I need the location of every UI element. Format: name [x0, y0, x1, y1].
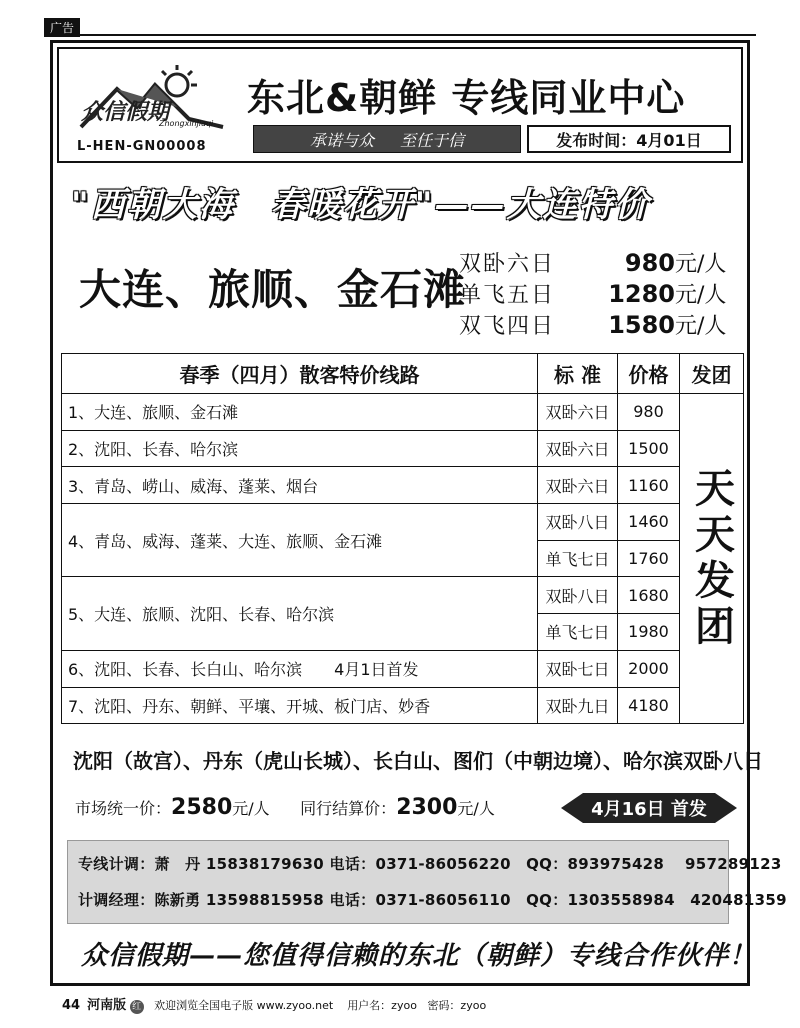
- top-rule: [44, 34, 756, 36]
- license-code: L-HEN-GN00008: [77, 139, 207, 154]
- standard-cell: 双卧六日: [538, 467, 618, 504]
- header-standard: 标 准: [538, 354, 618, 394]
- ad-frame: [50, 40, 787, 986]
- route-cell: 6、沈阳、长春、长白山、哈尔滨 4月1日首发: [62, 650, 538, 687]
- promo-price-list: [459, 247, 749, 340]
- ad-tag: 广告: [44, 18, 80, 37]
- table-row: [62, 504, 744, 541]
- price-cell: 1160: [618, 467, 680, 504]
- price-name: 双飞四日: [459, 314, 556, 339]
- header-price: 价格: [618, 354, 680, 394]
- first-departure-badge: [561, 791, 737, 825]
- price-value: 1580: [608, 311, 675, 339]
- contact-row-2: 计调经理：陈新勇 13598815958 电话：0371-86056110 QQ：1303558984 420481359: [78, 891, 787, 909]
- header-route: 春季（四月）散客特价线路: [62, 354, 538, 394]
- price-row: [459, 278, 749, 309]
- standard-cell: 单飞七日: [538, 614, 618, 651]
- market-unit: 元/人: [232, 799, 270, 818]
- price-cell: 2000: [618, 650, 680, 687]
- price-value: 980: [624, 249, 675, 277]
- header-box: [57, 47, 743, 163]
- table-row: [62, 650, 744, 687]
- price-row: [459, 247, 749, 278]
- special-route: 沈阳（故宫）、丹东（虎山长城）、长白山、图们（中朝边境）、哈尔滨双卧八日: [73, 749, 763, 773]
- price-name: 单飞五日: [459, 283, 556, 308]
- peer-label: 同行结算价：: [300, 799, 397, 818]
- special-pricing: [75, 795, 495, 820]
- slogan-1: 承诺与众: [309, 130, 374, 150]
- price-cell: 1680: [618, 577, 680, 614]
- price-unit: 元/人: [675, 252, 727, 277]
- peer-unit: 元/人: [457, 799, 495, 818]
- header-depart: 发团: [680, 354, 744, 394]
- price-cell: 1500: [618, 430, 680, 467]
- standard-cell: 双卧六日: [538, 430, 618, 467]
- price-unit: 元/人: [675, 283, 727, 308]
- standard-cell: 双卧八日: [538, 577, 618, 614]
- promo-destinations: 大连、旅顺、金石滩: [79, 265, 467, 314]
- route-cell: 1、大连、旅顺、金石滩: [62, 394, 538, 431]
- standard-cell: 双卧七日: [538, 650, 618, 687]
- table-row: [62, 687, 744, 724]
- standard-cell: 双卧六日: [538, 394, 618, 431]
- publish-date: 发布时间：4月01日: [527, 125, 731, 153]
- price-value: 1280: [608, 280, 675, 308]
- logo-subtitle: Zhongxinjiaqi: [159, 119, 214, 128]
- standard-cell: 单飞七日: [538, 540, 618, 577]
- page-footer: [62, 994, 486, 1014]
- username-text: 用户名：zyoo: [347, 999, 417, 1012]
- price-cell: 1460: [618, 504, 680, 541]
- route-table: [61, 353, 744, 724]
- route-cell: 4、青岛、威海、蓬莱、大连、旅顺、金石滩: [62, 504, 538, 577]
- password-text: 密码：zyoo: [427, 999, 487, 1012]
- table-row: [62, 467, 744, 504]
- standard-cell: 双卧九日: [538, 687, 618, 724]
- promo-title: "西朝大海 春暖花开"——大连特价: [71, 185, 651, 225]
- standard-cell: 双卧八日: [538, 504, 618, 541]
- route-cell: 5、大连、旅顺、沈阳、长春、哈尔滨: [62, 577, 538, 650]
- price-unit: 元/人: [675, 314, 727, 339]
- peer-price: 2300: [396, 795, 458, 820]
- price-cell: 980: [618, 394, 680, 431]
- brand-title: 东北&朝鲜 专线同业中心: [247, 76, 686, 120]
- table-row: [62, 430, 744, 467]
- price-cell: 1760: [618, 540, 680, 577]
- price-name: 双卧六日: [459, 252, 556, 277]
- page-number: 44: [62, 998, 81, 1013]
- table-header: [62, 354, 744, 394]
- first-departure-text: 4月16日 首发: [591, 799, 707, 820]
- logo-text: 众信假期: [81, 99, 170, 125]
- site-link[interactable]: 欢迎浏览全国电子版 www.zyoo.net: [154, 999, 334, 1012]
- price-cell: 4180: [618, 687, 680, 724]
- slogan-2: 至任于信: [400, 130, 465, 150]
- edition-badge: 红: [130, 1000, 144, 1014]
- price-cell: 1980: [618, 614, 680, 651]
- route-cell: 7、沈阳、丹东、朝鲜、平壤、开城、板门店、妙香: [62, 687, 538, 724]
- table-row: [62, 577, 744, 614]
- footer-slogan: 众信假期——您值得信赖的东北（朝鲜）专线合作伙伴！: [81, 941, 757, 971]
- contact-row-1: 专线计调：萧 丹 15838179630 电话：0371-86056220 QQ：893975428 957289123: [78, 855, 782, 873]
- edition-label: 河南版: [87, 998, 127, 1013]
- slogan-box: [253, 125, 521, 153]
- market-price: 2580: [171, 795, 233, 820]
- route-cell: 3、青岛、崂山、威海、蓬莱、烟台: [62, 467, 538, 504]
- price-row: [459, 309, 749, 340]
- depart-daily-cell: 天天发团: [680, 394, 744, 724]
- table-row: [62, 394, 744, 431]
- market-label: 市场统一价：: [75, 799, 172, 818]
- route-cell: 2、沈阳、长春、哈尔滨: [62, 430, 538, 467]
- contact-box: [67, 840, 787, 924]
